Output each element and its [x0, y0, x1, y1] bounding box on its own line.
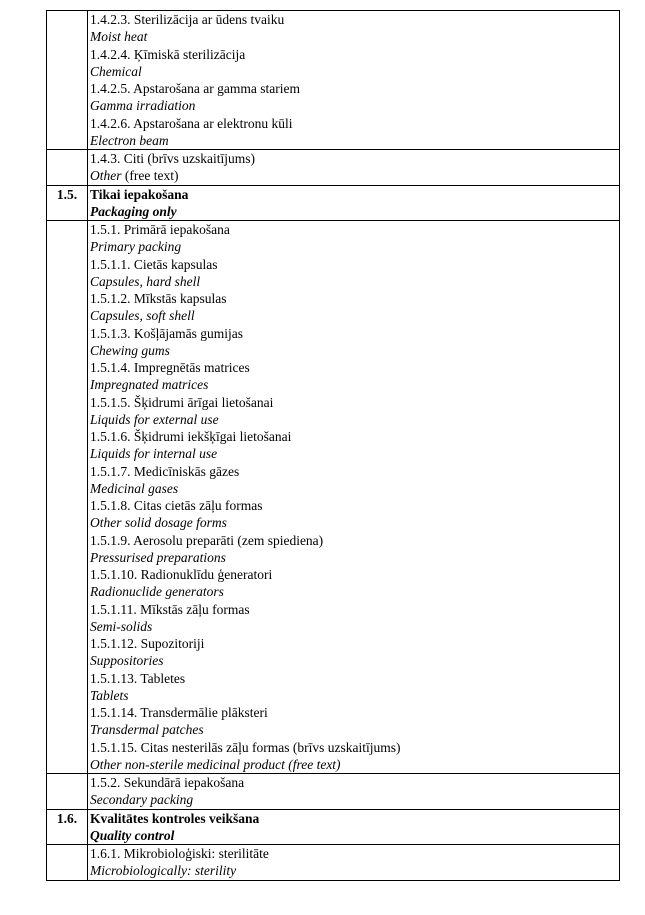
- item-latvian: 1.5.1.14. Transdermālie plāksteri: [90, 705, 268, 720]
- item-english-plain: (free text): [121, 168, 179, 184]
- item-english: Capsules, hard shell: [90, 273, 201, 289]
- item-latvian: 1.4.2.5. Apstarošana ar gamma stariem: [90, 81, 300, 96]
- table-row: [47, 845, 620, 881]
- item-english: Other non-sterile medicinal product (free text): [90, 756, 341, 772]
- item-latvian: 1.6.1. Mikrobioloģiski: sterilitāte: [90, 846, 269, 861]
- item-latvian: 1.5.1.9. Aerosolu preparāti (zem spiediena): [90, 532, 324, 548]
- item-english-italic: Other: [90, 168, 122, 184]
- item-english: Chewing gums: [90, 342, 170, 358]
- item-english: [90, 167, 617, 184]
- item-english: Gamma irradiation: [90, 98, 196, 114]
- row-number-cell: [47, 774, 88, 810]
- row-number-cell: [47, 845, 88, 881]
- table-row: [47, 150, 620, 186]
- table-row: [47, 774, 620, 810]
- section-title-cell: [88, 185, 620, 221]
- section-title: Kvalitātes kontroles veikšana: [90, 810, 260, 826]
- item-latvian: 1.4.3. Citi (brīvs uzskaitījums): [90, 151, 255, 166]
- item-english: Transdermal patches: [90, 722, 204, 738]
- row-content-cell: [88, 150, 620, 186]
- section-number: 1.6.: [47, 809, 88, 845]
- section-title: Tikai iepakošana: [90, 186, 189, 202]
- item-latvian: 1.4.2.3. Sterilizācija ar ūdens tvaiku: [90, 12, 285, 27]
- section-header-row: [47, 809, 620, 845]
- item-latvian: 1.5.2. Sekundārā iepakošana: [90, 775, 245, 790]
- section-title-english: Packaging only: [90, 203, 177, 219]
- item-latvian: 1.5.1.1. Cietās kapsulas: [90, 256, 218, 272]
- section-header-row: [47, 185, 620, 221]
- item-english: Pressurised preparations: [90, 549, 226, 565]
- table-row: [47, 221, 620, 774]
- row-number-cell: [47, 221, 88, 774]
- item-english: Other solid dosage forms: [90, 515, 227, 531]
- document-table: [46, 10, 620, 881]
- section-number: 1.5.: [47, 185, 88, 221]
- item-english: Liquids for external use: [90, 411, 219, 427]
- item-english: Medicinal gases: [90, 480, 179, 496]
- item-latvian: 1.5.1.10. Radionuklīdu ģeneratori: [90, 567, 273, 582]
- item-english: Liquids for internal use: [90, 446, 218, 462]
- row-content-cell: [88, 11, 620, 150]
- item-latvian: 1.5.1.13. Tabletes: [90, 670, 186, 686]
- item-english: Primary packing: [90, 239, 182, 255]
- item-latvian: 1.5.1.8. Citas cietās zāļu formas: [90, 498, 263, 513]
- item-english: Chemical: [90, 63, 142, 79]
- section-title-english: Quality control: [90, 827, 175, 843]
- row-number-cell: [47, 11, 88, 150]
- item-english: Impregnated matrices: [90, 377, 209, 393]
- row-content-cell: [88, 221, 620, 774]
- row-content-cell: [88, 774, 620, 810]
- item-english: Electron beam: [90, 132, 169, 148]
- item-english: Moist heat: [90, 29, 148, 45]
- item-latvian: 1.5.1.6. Šķidrumi iekšķīgai lietošanai: [90, 429, 292, 444]
- item-english: Secondary packing: [90, 792, 194, 808]
- item-latvian: 1.5.1.12. Supozitoriji: [90, 636, 205, 651]
- item-latvian: 1.5.1.11. Mīkstās zāļu formas: [90, 601, 250, 617]
- item-latvian: 1.4.2.4. Ķīmiskā sterilizācija: [90, 46, 246, 62]
- item-english: Tablets: [90, 687, 129, 703]
- item-latvian: 1.5.1.2. Mīkstās kapsulas: [90, 291, 227, 306]
- row-content-cell: [88, 845, 620, 881]
- item-latvian: 1.5.1.3. Košļājamās gumijas: [90, 325, 243, 341]
- item-latvian: 1.4.2.6. Apstarošana ar elektronu kūli: [90, 115, 293, 131]
- item-latvian: 1.5.1. Primārā iepakošana: [90, 222, 230, 237]
- item-english: Semi-solids: [90, 618, 153, 634]
- item-latvian: 1.5.1.5. Šķidrumi ārīgai lietošanai: [90, 394, 274, 410]
- item-english: Radionuclide generators: [90, 584, 224, 600]
- section-title-cell: [88, 809, 620, 845]
- item-english: Microbiologically: sterility: [90, 863, 237, 879]
- row-number-cell: [47, 150, 88, 186]
- item-english: Suppositories: [90, 653, 164, 669]
- item-latvian: 1.5.1.15. Citas nesterilās zāļu formas (brīvs uzskaitījums): [90, 739, 401, 755]
- item-latvian: 1.5.1.7. Medicīniskās gāzes: [90, 463, 240, 479]
- item-english: Capsules, soft shell: [90, 308, 195, 324]
- item-latvian: 1.5.1.4. Impregnētās matrices: [90, 360, 250, 375]
- table-row: [47, 11, 620, 150]
